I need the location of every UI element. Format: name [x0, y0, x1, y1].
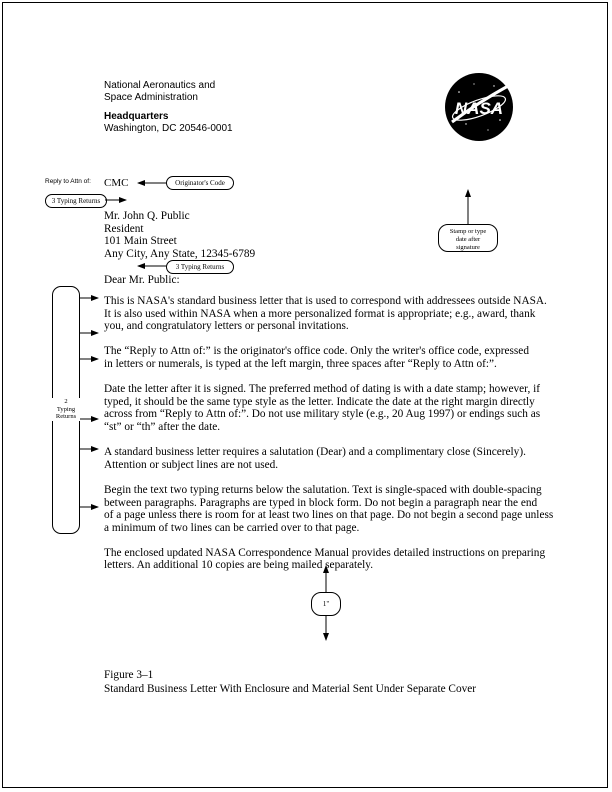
paragraph-line: This is NASA's standard business letter that is used to correspond with addressees outside NASA.	[104, 295, 547, 307]
paragraph-line: between paragraphs. Paragraphs are typed in block form. Do not begin a paragraph near the end	[104, 496, 538, 509]
stamp-note-line-3: signature	[456, 244, 480, 251]
office-name: Headquarters	[104, 111, 169, 122]
paragraph-line: across from “Reply to Attn of:”. Do not use military style (e.g., 20 Aug 1997) or endings such as	[104, 408, 541, 421]
paragraph-line: typed, it should be the same type style as the letter. Indicate the date at the right margin directly	[104, 395, 535, 408]
address-city: Any City, Any State, 12345-6789	[104, 247, 256, 260]
paragraph-line: The enclosed updated NASA Correspondence Manual provides detailed instructions on preparing	[104, 546, 546, 559]
reply-code: CMC	[104, 177, 129, 189]
three-returns-note-2: 3 Typing Returns	[166, 260, 234, 274]
agency-line-2: Space Administration	[104, 92, 198, 103]
originator-code-note: Originator's Code	[166, 176, 234, 190]
two-returns-line-2: Typing	[56, 405, 76, 413]
paragraph-line: A standard business letter requires a salutation (Dear) and a complimentary close (Sincerely).	[104, 446, 526, 459]
stamp-note-line-2: date after	[455, 236, 481, 243]
paragraph-line: Date the letter after it is signed. The preferred method of dating is with a date stamp; however, if	[104, 383, 541, 396]
address-name: Mr. John Q. Public	[104, 210, 190, 222]
paragraph-line: “st” or “th” after the date.	[104, 420, 221, 433]
paragraph-line: Begin the text two typing returns below the salutation. Text is single-spaced with double-spacing	[104, 483, 542, 496]
reply-label: Reply to Attn of:	[45, 178, 91, 185]
two-returns-line-3: Returns	[55, 413, 77, 420]
nasa-logo-text: NASA	[454, 99, 504, 118]
paragraph-line: It is also used within NASA when a more personalized format is appropriate; e.g., award, thank	[104, 307, 536, 320]
paragraph-line: of a page unless there is room for at least two lines on that page. Do not begin a second page unless	[104, 509, 554, 522]
paragraph-line: Attention or subject lines are not used.	[104, 458, 279, 471]
figure-number: Figure 3–1	[104, 669, 154, 681]
paragraph-line: The “Reply to Attn of:” is the originator's office code. Only the writer's office code, expressed	[104, 345, 529, 358]
paragraph-line: letters. An additional 10 copies are being mailed separately.	[104, 559, 374, 572]
two-returns-line-1: 2	[64, 398, 68, 405]
agency-line-1: National Aeronautics and	[104, 80, 216, 91]
address-street: 101 Main Street	[104, 235, 177, 248]
paragraph-line: a minimum of two lines can be carried over to that page.	[104, 521, 360, 534]
paragraph-line: you, and congratulatory letters or personal invitations.	[104, 320, 349, 333]
figure-title: Standard Business Letter With Enclosure and Material Sent Under Separate Cover	[104, 683, 477, 695]
one-inch-note: 1"	[311, 592, 341, 616]
office-city: Washington, DC 20546-0001	[104, 123, 233, 134]
three-returns-note-1: 3 Typing Returns	[45, 194, 107, 208]
address-title: Resident	[104, 222, 144, 235]
salutation: Dear Mr. Public:	[104, 274, 180, 286]
paragraph-line: in letters or numerals, is typed at the left margin, three spaces after “Reply to Attn of:”.	[104, 357, 497, 370]
figure-caption	[104, 668, 476, 696]
stamp-note-line-1: Stamp or type	[449, 228, 487, 235]
